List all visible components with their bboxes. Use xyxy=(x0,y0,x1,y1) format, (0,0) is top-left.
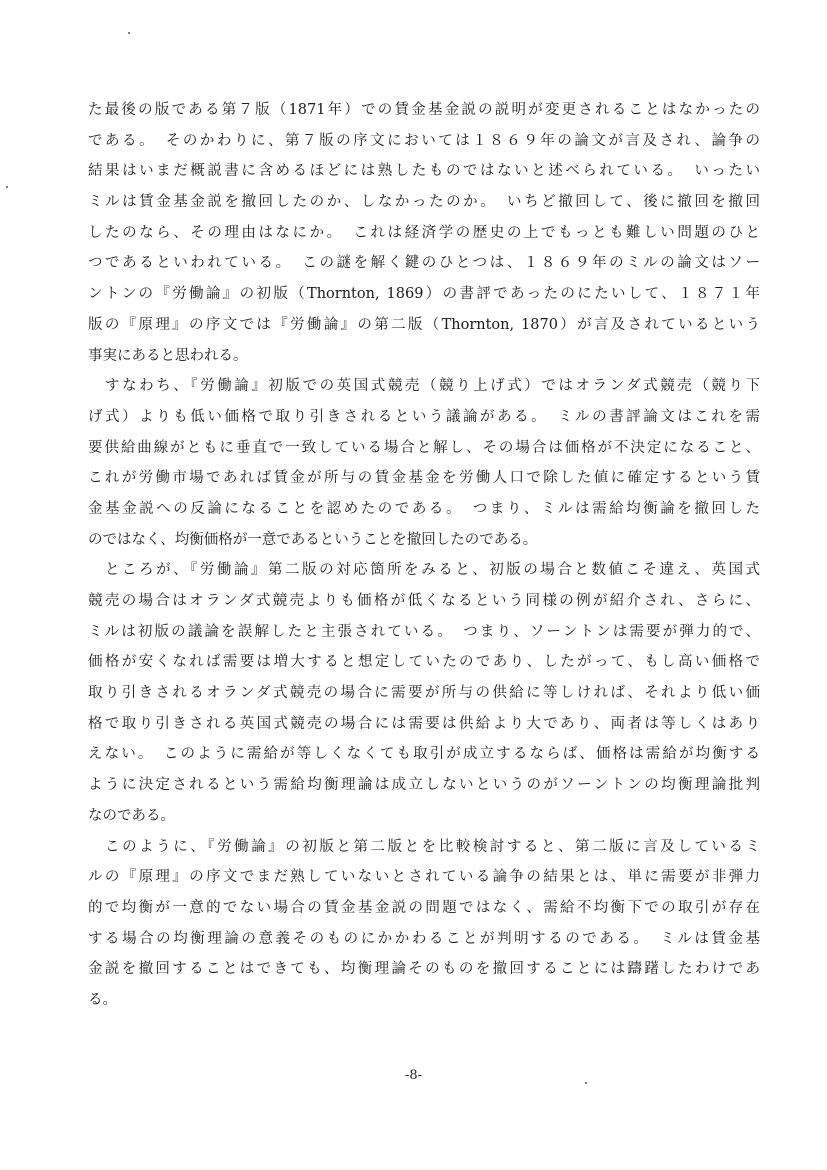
text-line: すなわち、『労働論』初版での英国式競売（競り上げ式）ではオランダ式競売（競り下 xyxy=(88,378,760,395)
text-line: 事実にあると思われる。 xyxy=(88,347,248,364)
page-number: -8- xyxy=(404,1068,423,1083)
text-line: 価格が安くなれば需要は増大すると想定していたのであり、したがって、もし高い価格で xyxy=(88,654,760,671)
text-line: 金基金説への反論になることを認めたのである。 つまり、ミルは需給均衡論を撤回した xyxy=(88,500,760,517)
text-line: このように、『労働論』の初版と第二版とを比較検討すると、第二版に言及しているミ xyxy=(88,838,760,855)
text-line: ルの『原理』の序文でまだ熟していないとされている論争の結果とは、単に需要が非弾力 xyxy=(88,869,760,886)
text-line: ミルは初版の議論を誤解したと主張されている。 つまり、ソーントンは需要が弾力的で、 xyxy=(88,623,760,640)
text-line: これが労働市場であれば賃金が所与の賃金基金を労働人口で除した値に確定するという賃 xyxy=(88,470,760,487)
text-line: ように決定されるという需給均衡理論は成立しないというのがソーントンの均衡理論批判 xyxy=(88,777,760,794)
text-line: 金説を撤回することはできても、均衡理論そのものを撤回することには躊躇したわけであ xyxy=(88,961,760,978)
body-text xyxy=(88,95,760,1016)
text-line: 格で取り引きされる英国式競売の場合には需要は供給より大であり、両者は等しくはあり xyxy=(88,715,760,732)
text-line: 結果はいまだ概説書に含めるほどには熟したものではないと述べられている。 いったい xyxy=(88,163,760,180)
scan-speck xyxy=(585,1082,587,1084)
text-line: 的で均衡が一意的でない場合の賃金基金説の問題ではなく、需給不均衡下での取引が存在 xyxy=(88,899,760,916)
text-line: つであるといわれている。 この謎を解く鍵のひとつは、１８６９年のミルの論文はソー xyxy=(88,255,760,272)
text-line: である。 そのかわりに、第７版の序文においては１８６９年の論文が言及され、論争の xyxy=(88,132,760,149)
text-line: る。 xyxy=(88,991,117,1008)
text-line: のではなく、均衡価格が一意であるということを撤回したのである。 xyxy=(88,531,538,548)
text-line: したのなら、その理由はなにか。 これは経済学の歴史の上でもっとも難しい問題のひと xyxy=(88,224,760,241)
text-line: 競売の場合はオランダ式競売よりも価格が低くなるという同様の例が紹介され、さらに、 xyxy=(88,593,760,609)
text-line: 要供給曲線がともに垂直で一致している場合と解し、その場合は価格が不決定になること、 xyxy=(88,439,760,456)
text-line: 版の『原理』の序文では『労働論』の第二版（Thornton, 1870）が言及されているという xyxy=(88,316,760,333)
text-line: する場合の均衡理論の意義そのものにかかわることが判明するのである。 ミルは賃金基 xyxy=(88,930,760,947)
text-line: ミルは賃金基金説を撤回したのか、しなかったのか。 いちど撤回して、後に撤回を撤回 xyxy=(88,194,760,211)
text-line: なのである。 xyxy=(88,807,175,824)
scan-speck xyxy=(6,186,8,188)
text-line: ントンの『労働論』の初版（Thornton, 1869）の書評であったのにたいして、１８７１年 xyxy=(88,286,760,303)
text-line: た最後の版である第７版（1871年）での賃金基金説の説明が変更されることはなかったの xyxy=(88,102,760,118)
text-line: 取り引きされるオランダ式競売の場合に需要が所与の供給に等しければ、それより低い価 xyxy=(88,685,760,702)
scan-speck xyxy=(128,32,130,34)
text-line: げ式）よりも低い価格で取り引きされるという議論がある。 ミルの書評論文はこれを需 xyxy=(88,408,760,425)
text-line: ところが、『労働論』第二版の対応箇所をみると、初版の場合と数値こそ違え、英国式 xyxy=(88,562,760,579)
text-line: えない。 このように需給が等しくなくても取引が成立するならば、価格は需給が均衡する xyxy=(88,746,760,763)
